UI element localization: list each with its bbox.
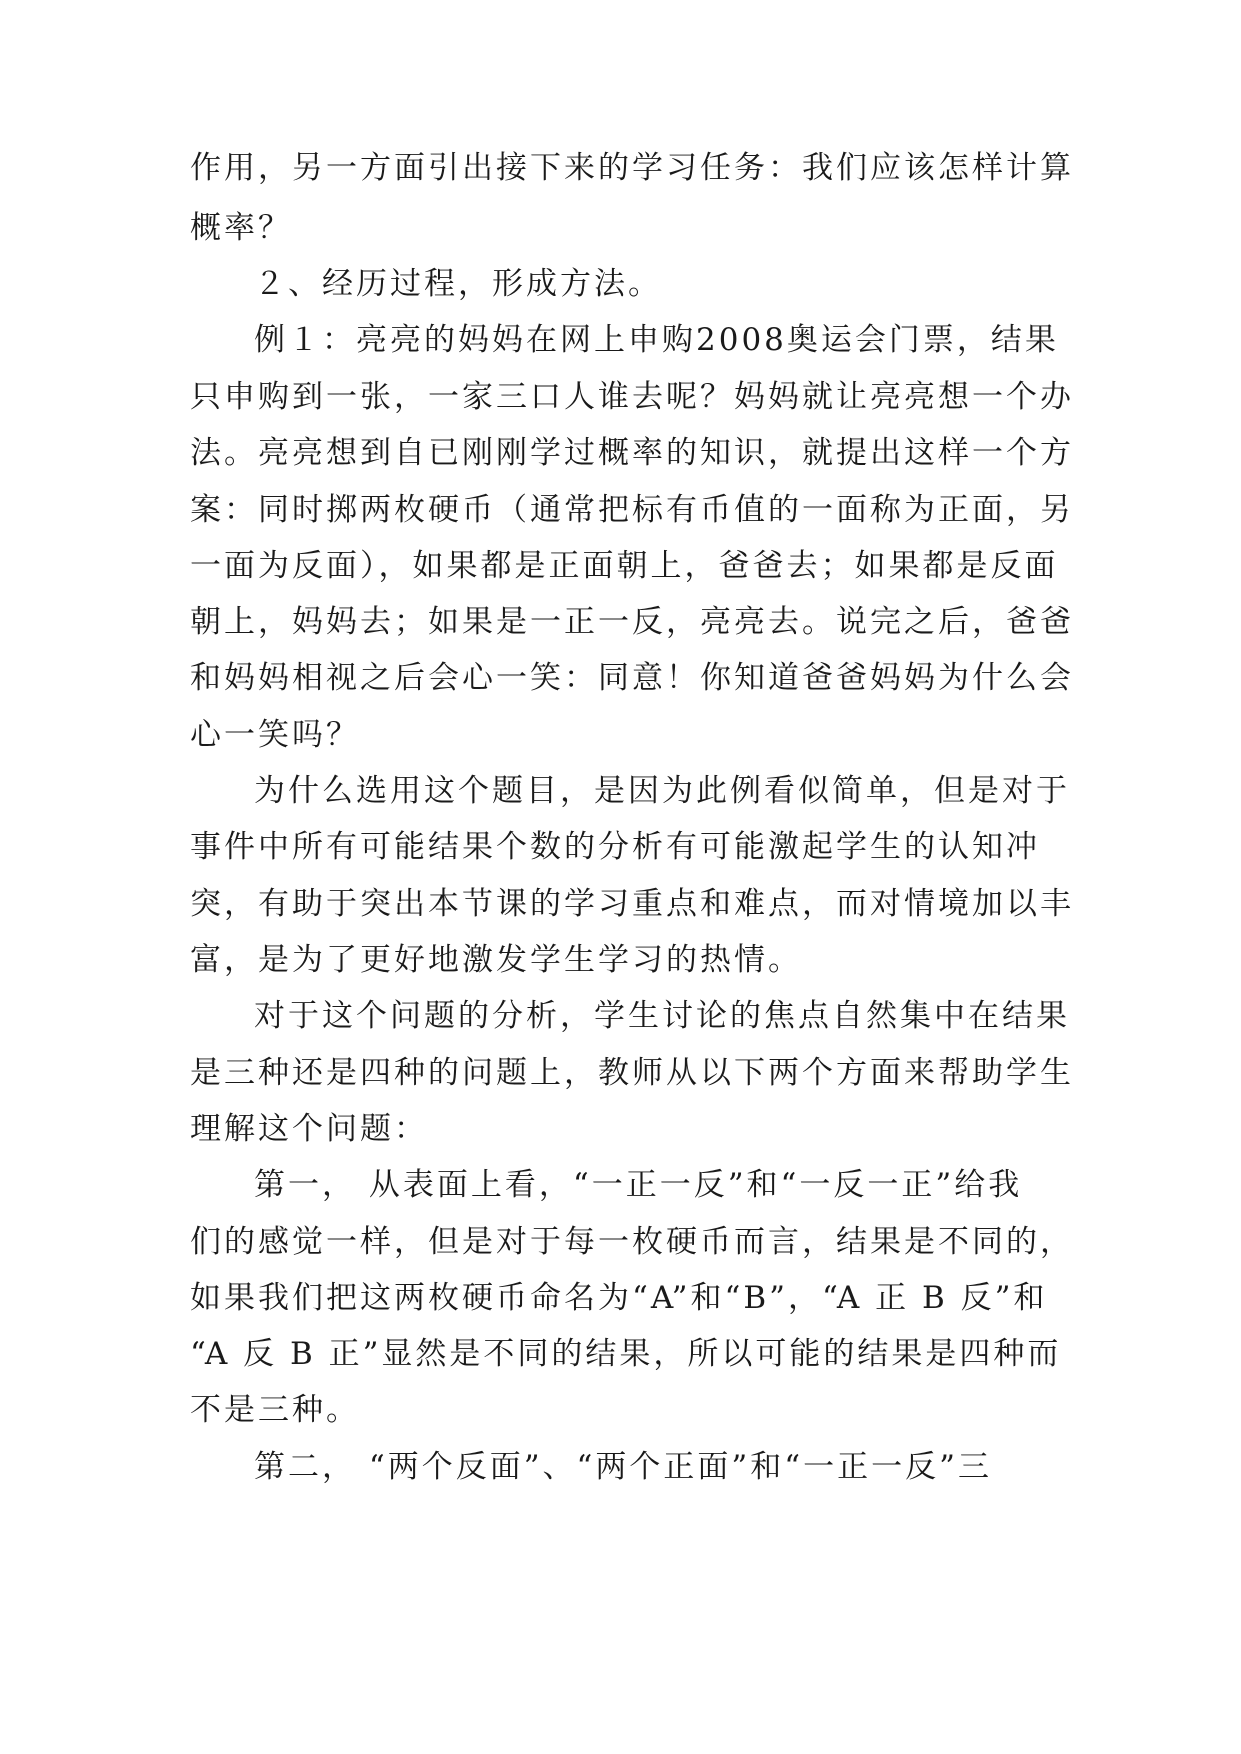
text-line: 概率？ (190, 210, 292, 246)
text-line: 心一笑吗？ (190, 717, 360, 753)
text-line: 作用，另一方面引出接下来的学习任务：我们应该怎样计算 (190, 150, 1074, 186)
text-line: 例１：亮亮的妈妈在网上申购2008奥运会门票，结果 (254, 322, 1059, 358)
text-line: 第二， “两个反面”、“两个正面”和“一正一反”三 (254, 1449, 992, 1485)
text-line: 如果我们把这两枚硬币命名为“A”和“B”，“A 正 B 反”和 (190, 1280, 1048, 1316)
text-line: 富，是为了更好地激发学生学习的热情。 (190, 942, 802, 978)
text-line: 对于这个问题的分析，学生讨论的焦点自然集中在结果 (254, 998, 1070, 1034)
text-line: 一面为反面），如果都是正面朝上，爸爸去；如果都是反面 (190, 548, 1059, 584)
text-line: 是三种还是四种的问题上，教师从以下两个方面来帮助学生 (190, 1055, 1074, 1091)
text-line: 法。亮亮想到自已刚刚学过概率的知识，就提出这样一个方 (190, 435, 1074, 471)
text-line: 不是三种。 (190, 1392, 360, 1428)
text-line: “A 反 B 正”显然是不同的结果，所以可能的结果是四种而 (190, 1336, 1062, 1372)
text-line: 突，有助于突出本节课的学习重点和难点，而对情境加以丰 (190, 886, 1074, 922)
text-line: 事件中所有可能结果个数的分析有可能激起学生的认知冲 (190, 829, 1040, 865)
text-line: 朝上，妈妈去；如果是一正一反，亮亮去。说完之后，爸爸 (190, 604, 1074, 640)
text-line: ２、经历过程，形成方法。 (254, 266, 662, 302)
text-line: 第一， 从表面上看，“一正一反”和“一反一正”给我 (254, 1167, 1023, 1203)
text-line: 理解这个问题： (190, 1111, 428, 1147)
text-line: 们的感觉一样，但是对于每一枚硬币而言，结果是不同的， (190, 1224, 1074, 1260)
text-line: 案：同时掷两枚硬币（通常把标有币值的一面称为正面，另 (190, 492, 1074, 528)
text-line: 为什么选用这个题目，是因为此例看似简单，但是对于 (254, 773, 1070, 809)
text-line: 和妈妈相视之后会心一笑：同意！你知道爸爸妈妈为什么会 (190, 660, 1074, 696)
text-line: 只申购到一张，一家三口人谁去呢？妈妈就让亮亮想一个办 (190, 379, 1074, 415)
